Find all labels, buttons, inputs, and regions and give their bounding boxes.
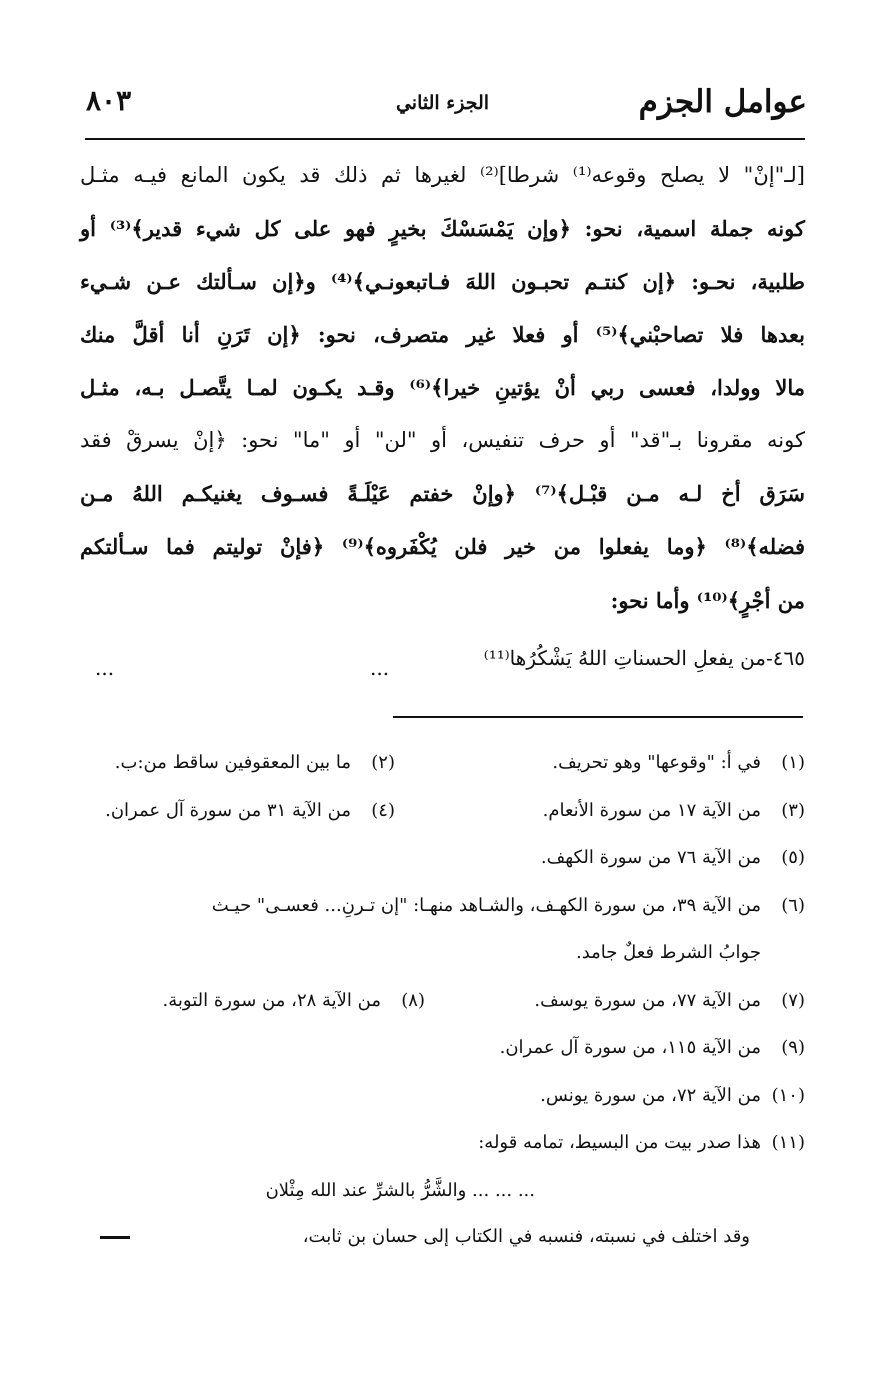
footnote-11-cont: وقد اختلف في نسبته، فنسبه في الكتاب إلى حسان بن ثابت، (302, 1226, 750, 1247)
footnote-7: (٧)من الآية ٧٧، من سورة يوسف. (534, 990, 805, 1011)
footnote-10: (١٠)من الآية ٧٢، من سورة يونس. (540, 1085, 805, 1106)
page-number: ٨٠٣ (86, 84, 132, 117)
running-head-title: عوامل الجزم (638, 84, 807, 120)
footnote-9: (٩)من الآية ١١٥، من سورة آل عمران. (499, 1037, 805, 1058)
footnote-1: (١)في أ: "وقوعها" وهو تحريف. (552, 752, 805, 773)
footnote-2: (٢)ما بين المعقوفين ساقط من:ب. (114, 752, 395, 773)
verse-dots-middle: ... (370, 656, 390, 680)
verse-line: ٤٦٥-من يفعلِ الحسناتِ اللهُ يَشْكُرُها⁽¹¹⁾ (483, 646, 805, 670)
footnote-3: (٣)من الآية ١٧ من سورة الأنعام. (542, 800, 805, 821)
body-line-9: من أجْرٍ﴾⁽¹⁰⁾ وأما نحو: (610, 588, 805, 613)
body-line-2: كونه جملة اسمية، نحو: ﴿وإن يَمْسَسْكَ بخيرٍ فهو على كل شيء قدير﴾⁽³⁾ أو (80, 216, 805, 241)
verse-dots-left: ... (95, 656, 115, 680)
footnote-11-verse: ... ... ... والشَّرُّ بالشرِّ عند الله مِثْلان (265, 1180, 535, 1201)
body-line-4: بعدها فلا تصاحبْني﴾⁽⁵⁾ أو فعلا غير متصرف، نحو: ﴿إن تَرَنِ أنا أقلَّ منك (80, 322, 805, 347)
continuation-dash (100, 1236, 130, 1239)
footnote-6-cont: جوابُ الشرط فعلٌ جامد. (575, 942, 761, 963)
body-line-5: مالا وولدا، فعسى ربي أنْ يؤتينِ خيرا﴾⁽⁶⁾ وقـد يكـون لمـا يتَّصـل بـه، مثـل (80, 375, 805, 400)
footnote-8: (٨)من الآية ٢٨، من سورة التوبة. (162, 990, 425, 1011)
body-line-1: [لـ"إنْ" لا يصلح وقوعه⁽¹⁾ شرطا]⁽²⁾ لغيرها ثم ذلك قد يكون المانع فيـه مثـل (80, 163, 805, 187)
body-line-8: فضله﴾⁽⁸⁾ ﴿وما يفعلوا من خير فلن يُكْفَروه﴾⁽⁹⁾ ﴿فإنْ توليتم فما سـألتكم (80, 534, 806, 559)
header-rule (85, 138, 805, 140)
footnote-5: (٥)من الآية ٧٦ من سورة الكهف. (540, 847, 805, 868)
footnote-11: (١١)هذا صدر بيت من البسيط، تمامه قوله: (478, 1132, 805, 1153)
body-line-3: طلبية، نحـو: ﴿إن كنتـم تحبـون اللهَ فـاتبعونـي﴾⁽⁴⁾ و﴿إن سـألتك عـن شـيء (80, 269, 806, 294)
running-head-part: الجزء الثاني (395, 92, 490, 114)
body-line-6: كونه مقرونا بـ"قد" أو حرف تنفيس، أو "لن" أو "ما" نحو: ﴿إنْ يسرقْ فقد (80, 428, 805, 452)
footnote-6: (٦)من الآية ٣٩، من سورة الكهـف، والشـاهد منهـا: "إن تـرنِ... فعسـى" حيـث (211, 895, 805, 916)
footnote-4: (٤)من الآية ٣١ من سورة آل عمران. (105, 800, 395, 821)
footnote-rule (393, 716, 803, 718)
body-line-7: سَرَق أخ لـه مـن قبْـل﴾⁽⁷⁾ ﴿وإنْ خفتم عَيْلَـةً فسـوف يغنيكـم اللهُ مـن (80, 481, 805, 506)
